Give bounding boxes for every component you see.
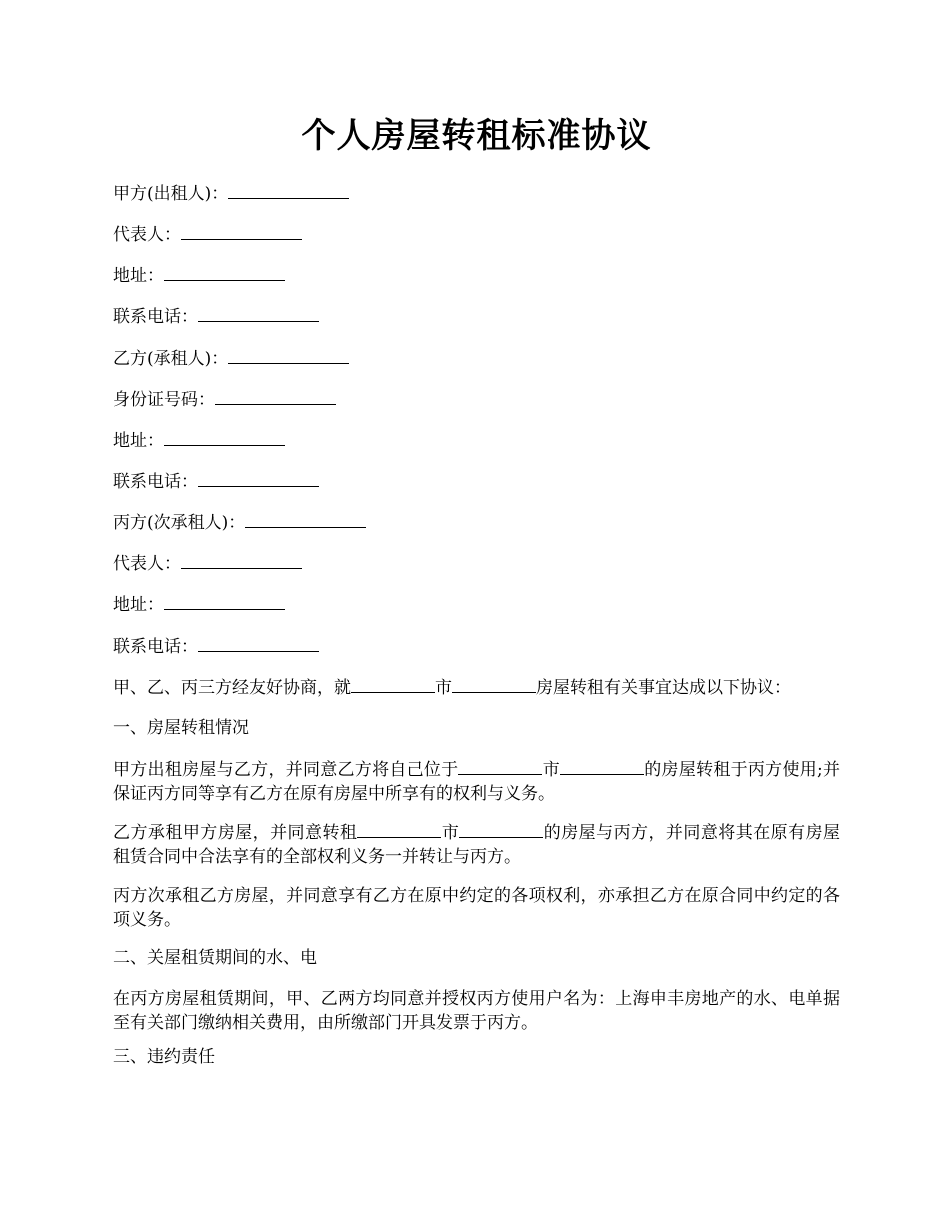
party-c-rep-field	[113, 551, 302, 576]
party-b-phone-field	[113, 469, 319, 494]
section-3-heading: 三、违约责任	[113, 1047, 215, 1067]
document-title: 个人房屋转租标准协议	[301, 116, 652, 156]
party-c-addr-blank	[164, 592, 285, 610]
party-b-addr-label: 地址：	[113, 431, 164, 451]
party-a-phone-blank	[198, 304, 319, 322]
party-a-phone-label: 联系电话：	[113, 307, 198, 327]
party-b-addr-blank	[164, 428, 285, 446]
intro-city-blank	[351, 675, 435, 693]
party-a-label: 甲方(出租人)：	[113, 184, 229, 204]
party-a-addr-blank	[164, 263, 285, 281]
party-c-phone-field	[113, 634, 319, 659]
party-c-phone-label: 联系电话：	[113, 637, 198, 657]
party-a-rep-field	[113, 222, 302, 247]
intro-text-2: 市	[435, 678, 452, 698]
intro-text-1: 甲、乙、丙三方经友好协商，就	[113, 678, 351, 698]
s1p2-city-blank	[357, 820, 441, 838]
section-2-paragraph-1: 在丙方房屋租赁期间，甲、乙两方均同意并授权丙方使用户名为：上海申丰房地产的水、电单据至有关部门缴纳相关费用，由所缴部门开具发票于丙方。	[113, 989, 840, 1033]
party-a-rep-blank	[181, 222, 302, 240]
s1p2-text-1: 乙方承租甲方房屋，并同意转租	[113, 823, 358, 843]
party-b-blank	[228, 346, 349, 364]
party-b-id-field	[113, 387, 336, 412]
party-c-blank	[245, 510, 366, 528]
party-a-addr-field	[113, 263, 285, 288]
party-c-phone-blank	[198, 634, 319, 652]
party-b-id-blank	[215, 387, 336, 405]
s1p1-address-blank	[560, 757, 644, 775]
s1p1-city-blank	[458, 757, 542, 775]
s1p2-address-blank	[459, 820, 543, 838]
party-c-rep-blank	[181, 551, 302, 569]
section-1-paragraph-1	[113, 757, 840, 806]
party-a-addr-label: 地址：	[113, 266, 164, 286]
party-c-addr-field	[113, 592, 285, 617]
party-c-label: 丙方(次承租人)：	[113, 513, 246, 533]
party-b-label: 乙方(承租人)：	[113, 349, 229, 369]
party-b-phone-blank	[198, 469, 319, 487]
s1p1-text-1: 甲方出租房屋与乙方，并同意乙方将自己位于	[113, 760, 459, 780]
s1p2-text-3: 的房屋与丙方，并同意将其在原有房屋租赁合同中合法享有的全部权利义务一并转让与丙方。	[113, 823, 841, 867]
party-a-field	[113, 181, 349, 206]
s1p1-text-2: 市	[542, 760, 560, 780]
party-a-phone-field	[113, 304, 319, 329]
party-c-field	[113, 510, 366, 535]
party-b-addr-field	[113, 428, 285, 453]
party-c-addr-label: 地址：	[113, 595, 164, 615]
party-c-rep-label: 代表人：	[113, 554, 181, 574]
party-b-phone-label: 联系电话：	[113, 472, 198, 492]
intro-address-blank	[452, 675, 536, 693]
section-1-paragraph-3: 丙方次承租乙方房屋，并同意享有乙方在原中约定的各项权利，亦承担乙方在原合同中约定的各项义务。	[113, 886, 840, 930]
party-b-id-label: 身份证号码：	[113, 390, 215, 410]
section-1-heading: 一、房屋转租情况	[113, 718, 249, 738]
section-2-heading: 二、关屋租赁期间的水、电	[113, 948, 317, 968]
party-a-blank	[228, 181, 349, 199]
s1p1-text-3: 的房屋转租于丙方使用;并保证丙方同等享有乙方在原有房屋中所享有的权利与义务。	[113, 760, 840, 804]
intro-paragraph	[113, 675, 791, 700]
party-a-rep-label: 代表人：	[113, 225, 181, 245]
section-1-paragraph-2	[113, 820, 840, 869]
party-b-field	[113, 346, 349, 371]
intro-text-3: 房屋转租有关事宜达成以下协议：	[536, 678, 791, 698]
s1p2-text-2: 市	[441, 823, 460, 843]
